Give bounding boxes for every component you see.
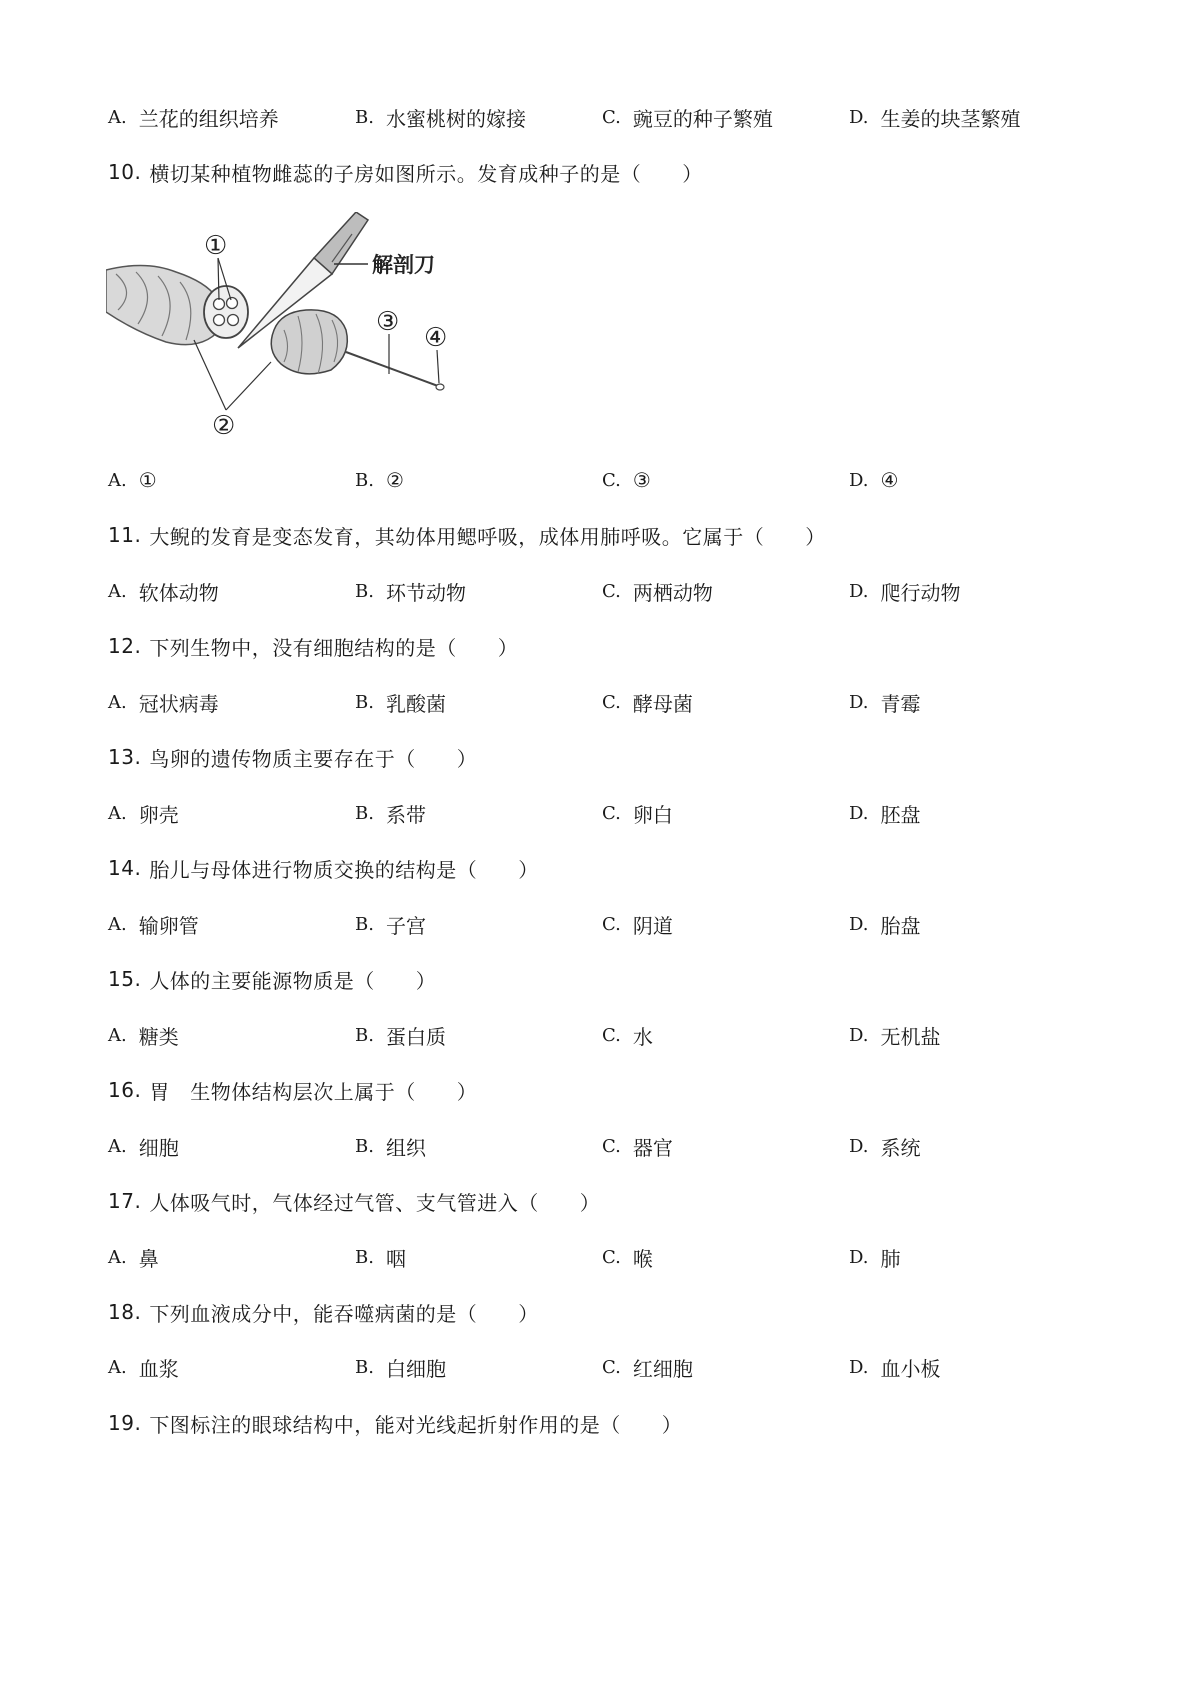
- question-number: 19.: [108, 1411, 142, 1435]
- figure-marker-4: ④: [424, 323, 448, 353]
- option-d: D. 无机盐: [849, 1024, 941, 1049]
- question-15-options: [108, 1018, 1108, 1052]
- ovary-cross-section-figure: [106, 212, 486, 452]
- question-number: 12.: [108, 634, 142, 658]
- question-18-options: [108, 1350, 1108, 1384]
- question-13-options: [108, 796, 1108, 830]
- option-b: B. 蛋白质: [355, 1024, 446, 1049]
- question-number: 18.: [108, 1300, 142, 1324]
- option-a: A. 糖类: [108, 1024, 179, 1049]
- question-text: 胃 生物体结构层次上属于（ ）: [149, 1079, 478, 1104]
- question-text: 大鲵的发育是变态发育，其幼体用鳃呼吸，成体用肺呼吸。它属于（ ）: [149, 524, 826, 549]
- option-d: D. 爬行动物: [849, 580, 961, 605]
- question-17: [108, 1184, 1108, 1218]
- question-text: 横切某种植物雌蕊的子房如图所示。发育成种子的是（ ）: [149, 161, 703, 186]
- figure-label-knife: 解剖刀: [372, 253, 435, 277]
- option-b: B. 咽: [355, 1246, 406, 1271]
- option-c: C. 水: [602, 1024, 653, 1049]
- option-b: B. 子宫: [355, 913, 426, 938]
- option-b: B. 乳酸菌: [355, 691, 446, 716]
- option-c: C. 喉: [602, 1246, 653, 1271]
- option-b: B. ②: [355, 468, 404, 492]
- question-text: 下图标注的眼球结构中，能对光线起折射作用的是（ ）: [149, 1412, 683, 1437]
- figure-marker-3: ③: [376, 307, 400, 337]
- question-11: [108, 518, 1108, 552]
- option-a: A. ①: [108, 468, 157, 492]
- option-c: C. 卵白: [602, 802, 673, 827]
- option-b: B. 系带: [355, 802, 426, 827]
- option-d: D. 胚盘: [849, 802, 921, 827]
- question-text: 胎儿与母体进行物质交换的结构是（ ）: [149, 857, 539, 882]
- option-a: A. 鼻: [108, 1246, 159, 1271]
- question-10: [108, 155, 1108, 189]
- option-a: A. 软体动物: [108, 580, 219, 605]
- question-12: [108, 629, 1108, 663]
- option-c: C. ③: [602, 468, 651, 492]
- option-b: B. 组织: [355, 1135, 426, 1160]
- option-c: C. 阴道: [602, 913, 673, 938]
- option-a: A. 卵壳: [108, 802, 179, 827]
- question-16-options: [108, 1129, 1108, 1163]
- option-d: D. 血小板: [849, 1356, 941, 1381]
- figure-marker-2: ②: [212, 411, 236, 441]
- question-19: [108, 1406, 1108, 1440]
- question-text: 下列生物中，没有细胞结构的是（ ）: [149, 635, 519, 660]
- question-number: 10.: [108, 160, 142, 184]
- question-10-options: [108, 463, 1108, 497]
- option-d: D. ④: [849, 468, 899, 492]
- option-d: D. 肺: [849, 1246, 901, 1271]
- question-15: [108, 962, 1108, 996]
- question-text: 人体吸气时，气体经过气管、支气管进入（ ）: [149, 1190, 601, 1215]
- question-16: [108, 1073, 1108, 1107]
- question-text: 鸟卵的遗传物质主要存在于（ ）: [149, 746, 478, 771]
- question-18: [108, 1295, 1108, 1329]
- question-text: 人体的主要能源物质是（ ）: [149, 968, 437, 993]
- option-d: D. 生姜的块茎繁殖: [849, 106, 1021, 131]
- option-a: A. 兰花的组织培养: [108, 106, 279, 131]
- ovary-cross-section: [204, 286, 248, 338]
- option-d: D. 青霉: [849, 691, 921, 716]
- option-c: C. 红细胞: [602, 1356, 693, 1381]
- question-13: [108, 740, 1108, 774]
- question-number: 15.: [108, 967, 142, 991]
- question-number: 17.: [108, 1189, 142, 1213]
- option-b: B. 水蜜桃树的嫁接: [355, 106, 526, 131]
- option-b: B. 环节动物: [355, 580, 466, 605]
- option-d: D. 系统: [849, 1135, 921, 1160]
- option-a: A. 血浆: [108, 1356, 179, 1381]
- question-14-options: [108, 907, 1108, 941]
- question-number: 16.: [108, 1078, 142, 1102]
- question-14: [108, 851, 1108, 885]
- question-11-options: [108, 574, 1108, 608]
- option-c: C. 两栖动物: [602, 580, 713, 605]
- question-number: 14.: [108, 856, 142, 880]
- prev-question-options: [108, 100, 1108, 134]
- option-a: A. 输卵管: [108, 913, 199, 938]
- option-c: C. 器官: [602, 1135, 673, 1160]
- option-c: C. 豌豆的种子繁殖: [602, 106, 773, 131]
- question-number: 13.: [108, 745, 142, 769]
- question-text: 下列血液成分中，能吞噬病菌的是（ ）: [149, 1301, 539, 1326]
- question-17-options: [108, 1240, 1108, 1274]
- option-d: D. 胎盘: [849, 913, 921, 938]
- question-12-options: [108, 685, 1108, 719]
- option-c: C. 酵母菌: [602, 691, 693, 716]
- figure-marker-1: ①: [204, 231, 228, 261]
- question-number: 11.: [108, 523, 142, 547]
- option-b: B. 白细胞: [355, 1356, 446, 1381]
- option-a: A. 冠状病毒: [108, 691, 219, 716]
- ovary-slice: [271, 310, 444, 390]
- option-a: A. 细胞: [108, 1135, 179, 1160]
